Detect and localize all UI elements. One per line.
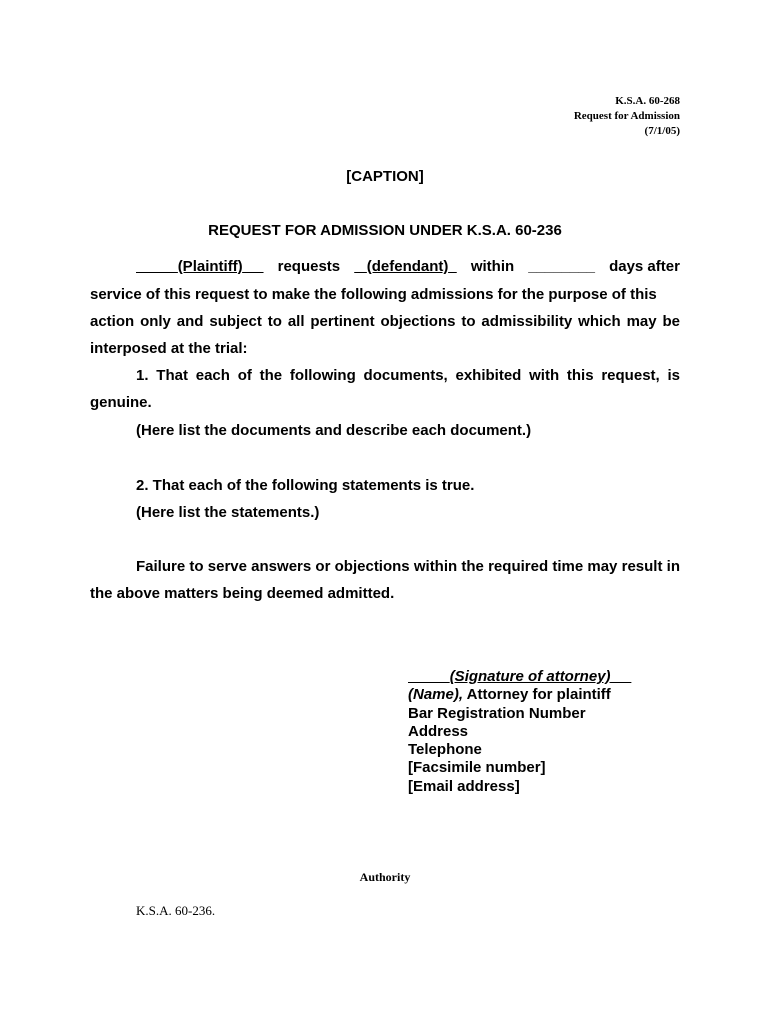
signature-line: (Signature of attorney) [449, 668, 611, 685]
intro-line-4: interposed at the trial: [90, 340, 248, 357]
facsimile: [Facsimile number] [408, 759, 546, 777]
caption: [CAPTION] [346, 168, 424, 185]
statute-reference: K.S.A. 60-268 [615, 95, 680, 107]
authority-heading: Authority [359, 870, 411, 884]
telephone: Telephone [408, 741, 482, 759]
attorney-name-line: (Name), Attorney for plaintiff [408, 686, 611, 704]
form-header [574, 94, 680, 139]
intro-line-3: action only and subject to all pertinent objections to admissibility which may be [90, 313, 680, 330]
email-address: [Email address] [408, 777, 520, 795]
form-name: Request for Admission [573, 110, 680, 122]
days-blank: ________ [528, 258, 595, 275]
document-title: REQUEST FOR ADMISSION UNDER K.S.A. 60-236 [208, 222, 562, 239]
signature-block [408, 668, 631, 796]
address: Address [408, 722, 469, 740]
item-1-line-2: genuine. [90, 394, 152, 411]
item-2-line-1: 2. That each of the following statements is true. [136, 477, 475, 494]
warning-line-2: the above matters being deemed admitted. [90, 585, 395, 602]
item-1-line-1: 1. That each of the following documents, exhibited with this request, is [136, 367, 680, 384]
item-2-note: (Here list the statements.) [136, 504, 320, 521]
item-1-note: (Here list the documents and describe each document.) [136, 422, 532, 439]
defendant-blank: (defendant) [366, 258, 449, 275]
within-word: within [470, 258, 515, 275]
intro-line-1 [136, 258, 680, 275]
authority-citation: K.S.A. 60-236. [136, 903, 216, 918]
warning-line-1: Failure to serve answers or objections within the required time may result in [136, 558, 680, 575]
days-after: days after [609, 258, 680, 275]
form-date: (7/1/05) [644, 125, 680, 137]
requests-word: requests [277, 258, 341, 275]
bar-registration: Bar Registration Number [408, 704, 586, 722]
plaintiff-blank: (Plaintiff) [177, 258, 243, 275]
intro-line-2: service of this request to make the following admissions for the purpose of this [90, 286, 657, 303]
